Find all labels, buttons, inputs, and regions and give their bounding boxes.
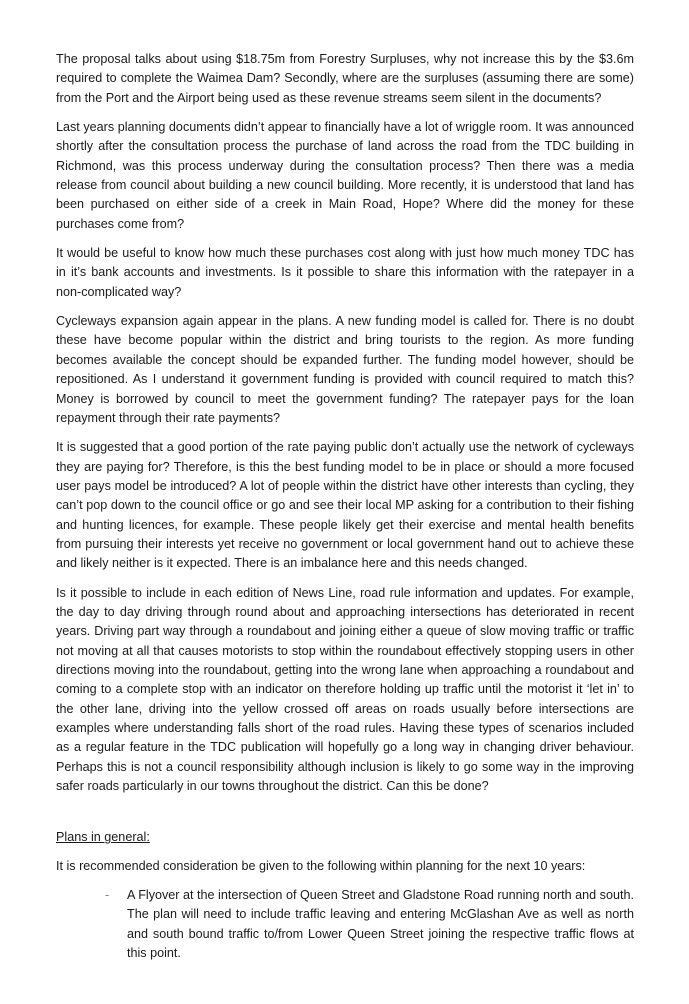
paragraph-bank-accounts: It would be useful to know how much these purchases cost along with just how much money TDC has in it’s bank accounts and investments. Is it possible to share this information with the ratepayer in a non-complicated way?: [56, 246, 634, 299]
paragraph-forestry-surpluses: The proposal talks about using $18.75m from Forestry Surpluses, why not increase this by the $3.6m required to complete the Waimea Dam? Secondly, where are the surpluses (assuming there are some) from the Port and the Airport being used as these revenue streams seem silent in the documents?: [56, 52, 634, 105]
section-heading: Plans in general:: [56, 830, 150, 845]
paragraph-user-pays: It is suggested that a good portion of the rate paying public don’t actually use the network of cycleways they are paying for? Therefore, is this the best funding model to be in place or should a more focused user pays model be introduced? A lot of people within the district have other interests than cycling, they can’t pop down to the council office or go and see their local MP asking for a contribution to their fishing and hunting licences, for example. These people likely get their exercise and mental health benefits from pursuing their interests yet receive no government or local government hand out to achieve these and likely neither is it expected. There is an imbalance here and this needs changed.: [56, 440, 634, 571]
list-item-text: A Flyover at the intersection of Queen Street and Gladstone Road running north and south. The plan will need to include traffic leaving and entering McGlashan Ave as well as north and south bound traffic to/from Lower Queen Street joining the respective traffic flows at this point.: [127, 888, 634, 961]
list-item: [56, 886, 634, 963]
dash-bullet-icon: -: [105, 888, 110, 903]
paragraph-land-purchases: Last years planning documents didn’t appear to financially have a lot of wriggle room. It was announced shortly after the consultation process the purchase of land across the road from the TDC building in Richmond, was this process underway during the consultation process? Then there was a media release from council about building a new council building. More recently, it is understood that land has been purchased on either side of a creek in Main Road, Hope? Where did the money for these purchases come from?: [56, 120, 634, 231]
paragraph-cycleways-funding: Cycleways expansion again appear in the plans. A new funding model is called for. There is no doubt these have become popular within the district and bring tourists to the region. As more funding becomes available the concept should be expanded further. The funding model however, should be repositioned. As I understand it government funding is provided with council required to match this? Money is borrowed by council to meet the government funding? The ratepayer pays for the loan repayment through their rate payments?: [56, 314, 634, 425]
section-intro: It is recommended consideration be given to the following within planning for the next 10 years:: [56, 858, 586, 873]
section-spacer: [56, 806, 634, 828]
recommendation-list: [56, 886, 634, 963]
document-page: [56, 50, 634, 963]
paragraph-road-rules: Is it possible to include in each edition of News Line, road rule information and updates. For example, the day to day driving through round about and approaching intersections has deteriorated in recent years. Driving part way through a roundabout and joining either a queue of slow moving traffic or traffic not moving at all that causes motorists to stop within the roundabout effectively stopping users in other directions moving into the roundabout, getting into the wrong lane when approaching a roundabout and coming to a complete stop with an indicator on therefore holding up traffic until the motorist it ‘let in’ to the other lane, driving into the yellow crossed off areas on roads usually before intersections are examples where understanding falls short of the road rules. Having these types of scenarios included as a regular feature in the TDC publication will hopefully go a long way in changing driver behaviour. Perhaps this is not a council responsibility although inclusion is likely to go some way in the improving safer roads particularly in our towns throughout the district. Can this be done?: [56, 585, 634, 794]
